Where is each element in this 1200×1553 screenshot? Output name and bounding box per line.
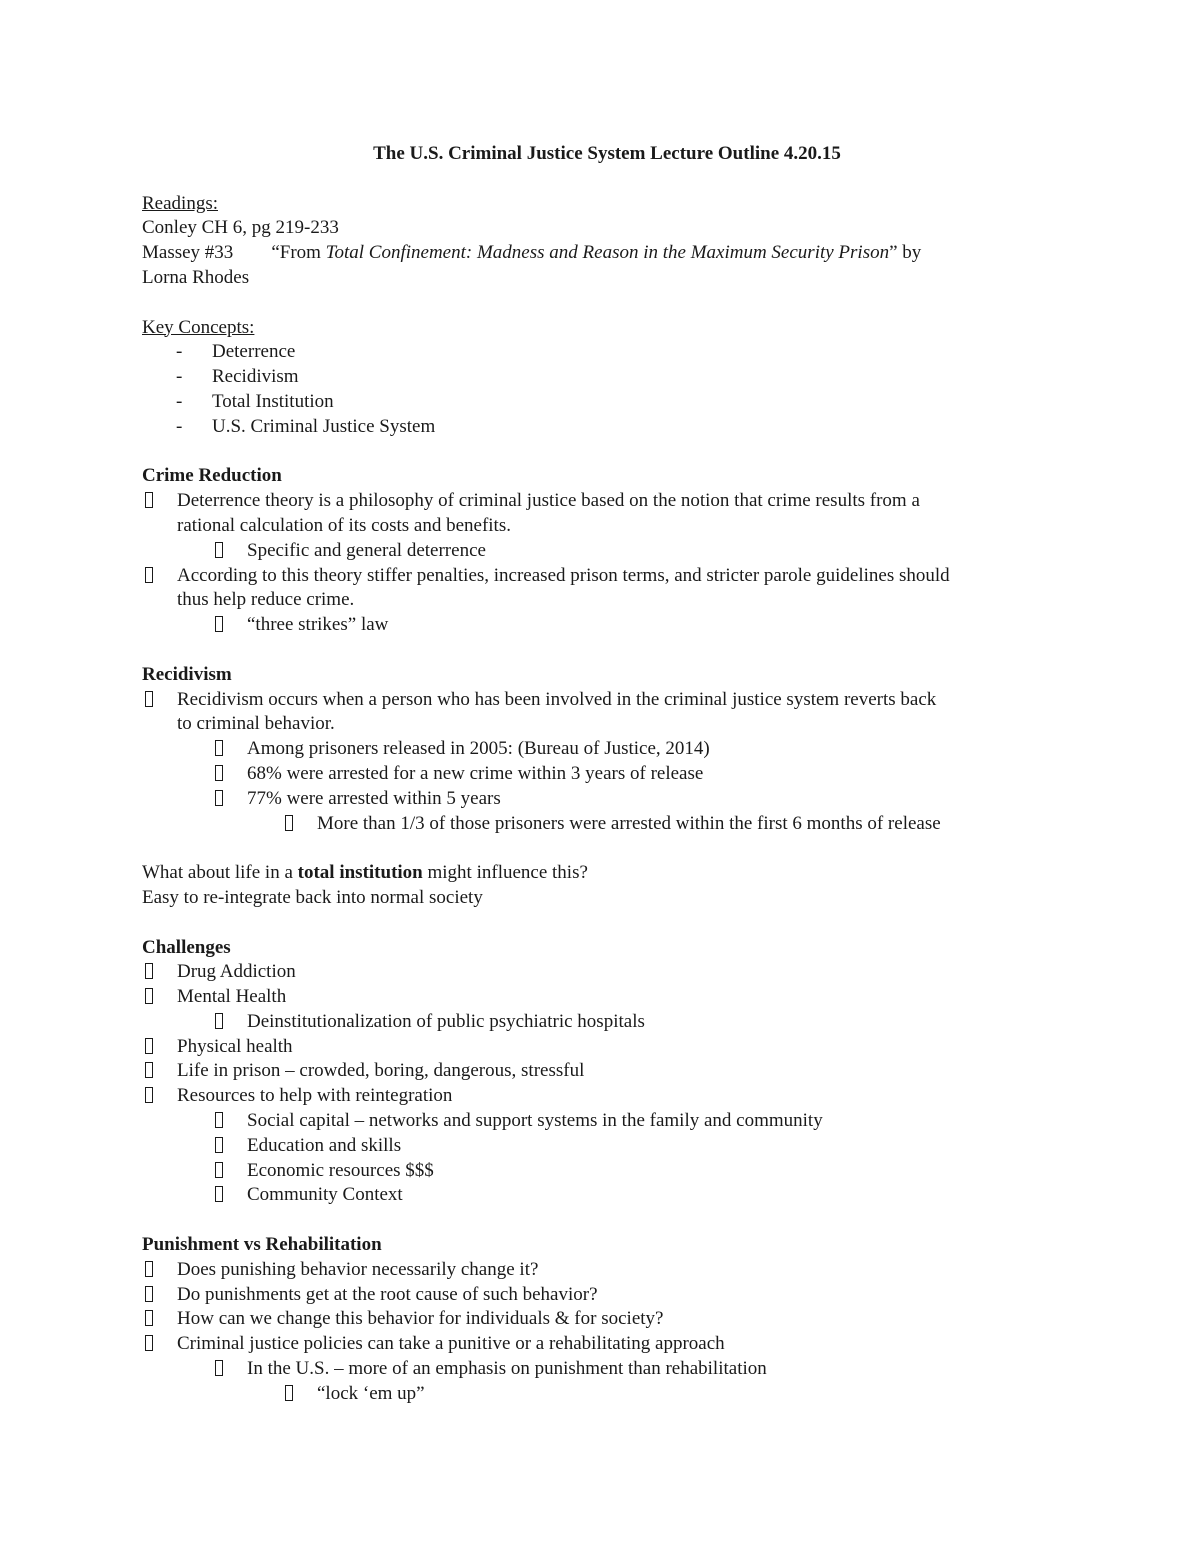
box-bullet-icon [215, 1010, 229, 1035]
box-bullet-icon [285, 1382, 299, 1407]
box-bullet-icon [145, 1258, 159, 1283]
list-item: Resources to help with reintegration [142, 1084, 1072, 1109]
crime-reduction-heading: Crime Reduction [142, 465, 282, 487]
list-item: Community Context [142, 1183, 1072, 1208]
box-bullet-icon [145, 489, 159, 514]
box-bullet-icon [145, 564, 159, 589]
dash-bullet-icon: - [176, 415, 183, 437]
list-item: “lock ‘em up” [142, 1382, 1072, 1407]
document-title: The U.S. Criminal Justice System Lecture Outline 4.20.15 [373, 143, 841, 164]
list-item: “three strikes” law [142, 613, 1072, 638]
box-bullet-icon [145, 1283, 159, 1308]
list-item: Social capital – networks and support systems in the family and community [142, 1109, 1072, 1134]
dash-bullet-icon: - [176, 390, 183, 412]
list-item: How can we change this behavior for individuals & for society? [142, 1307, 1072, 1332]
box-bullet-icon [145, 688, 159, 713]
box-bullet-icon [215, 1109, 229, 1134]
readings-heading-text: Readings: [142, 192, 218, 214]
list-item: 77% were arrested within 5 years [142, 787, 1072, 812]
list-item: Education and skills [142, 1134, 1072, 1159]
question-line [142, 861, 1072, 886]
question-line-2: Easy to re-integrate back into normal society [142, 886, 483, 908]
list-item-continuation: rational calculation of its costs and benefits. [177, 514, 511, 536]
reading-massey-title: Total Confinement: Madness and Reason in the Maximum Security Prison [325, 242, 890, 264]
list-item: Do punishments get at the root cause of such behavior? [142, 1283, 1072, 1308]
reading-conley: Conley CH 6, pg 219-233 [142, 217, 339, 239]
box-bullet-icon [145, 960, 159, 985]
box-bullet-icon [145, 1084, 159, 1109]
box-bullet-icon [215, 1134, 229, 1159]
box-bullet-icon [215, 737, 229, 762]
list-item: More than 1/3 of those prisoners were arrested within the first 6 months of release [142, 812, 1072, 837]
box-bullet-icon [215, 1183, 229, 1208]
box-bullet-icon [215, 787, 229, 812]
box-bullet-icon [145, 1332, 159, 1357]
reading-massey-prefix: Massey #33 [142, 242, 234, 264]
reading-massey [142, 241, 1072, 266]
key-concepts-heading-text: Key Concepts: [142, 316, 255, 338]
list-item: Life in prison – crowded, boring, dangerous, stressful [142, 1059, 1072, 1084]
punishment-heading: Punishment vs Rehabilitation [142, 1234, 382, 1256]
list-item: Specific and general deterrence [142, 539, 1072, 564]
box-bullet-icon [215, 613, 229, 638]
concept-item: - Total Institution [142, 390, 1072, 415]
list-item: Deinstitutionalization of public psychiatric hospitals [142, 1010, 1072, 1035]
list-item: Mental Health [142, 985, 1072, 1010]
list-item: In the U.S. – more of an emphasis on punishment than rehabilitation [142, 1357, 1072, 1382]
concept-item: - U.S. Criminal Justice System [142, 415, 1072, 440]
readings-heading [142, 192, 1072, 217]
concept-item: - Recidivism [142, 365, 1072, 390]
list-item: Does punishing behavior necessarily change it? [142, 1258, 1072, 1283]
question-bold: total institution [297, 862, 423, 884]
list-item-continuation: thus help reduce crime. [177, 589, 355, 611]
box-bullet-icon [215, 1159, 229, 1184]
list-item: 68% were arrested for a new crime within 3 years of release [142, 762, 1072, 787]
list-item: Recidivism occurs when a person who has been involved in the criminal justice system reverts back [142, 688, 1072, 713]
list-item: According to this theory stiffer penalties, increased prison terms, and stricter parole guidelines should [142, 564, 1072, 589]
list-item-continuation: to criminal behavior. [177, 713, 335, 735]
question-prefix: What about life in a [142, 862, 298, 884]
box-bullet-icon [145, 1035, 159, 1060]
box-bullet-icon [215, 762, 229, 787]
list-item: Among prisoners released in 2005: (Bureau of Justice, 2014) [142, 737, 1072, 762]
dash-bullet-icon: - [176, 366, 183, 388]
list-item: Criminal justice policies can take a punitive or a rehabilitating approach [142, 1332, 1072, 1357]
document-page [142, 142, 1072, 1407]
reading-massey-quote-close: ” by [889, 242, 922, 264]
box-bullet-icon [215, 1357, 229, 1382]
challenges-heading: Challenges [142, 936, 231, 958]
question-suffix: might influence this? [422, 862, 588, 884]
reading-massey-quote-open: “From [271, 242, 326, 264]
concept-item: - Deterrence [142, 340, 1072, 365]
box-bullet-icon [215, 539, 229, 564]
reading-massey-author: Lorna Rhodes [142, 266, 250, 288]
list-item: Physical health [142, 1035, 1072, 1060]
recidivism-heading: Recidivism [142, 663, 232, 685]
list-item: Deterrence theory is a philosophy of criminal justice based on the notion that crime results from a [142, 489, 1072, 514]
box-bullet-icon [145, 985, 159, 1010]
list-item: Drug Addiction [142, 960, 1072, 985]
box-bullet-icon [285, 812, 299, 837]
dash-bullet-icon: - [176, 341, 183, 363]
box-bullet-icon [145, 1059, 159, 1084]
list-item: Economic resources $$$ [142, 1159, 1072, 1184]
key-concepts-heading [142, 316, 1072, 341]
box-bullet-icon [145, 1307, 159, 1332]
